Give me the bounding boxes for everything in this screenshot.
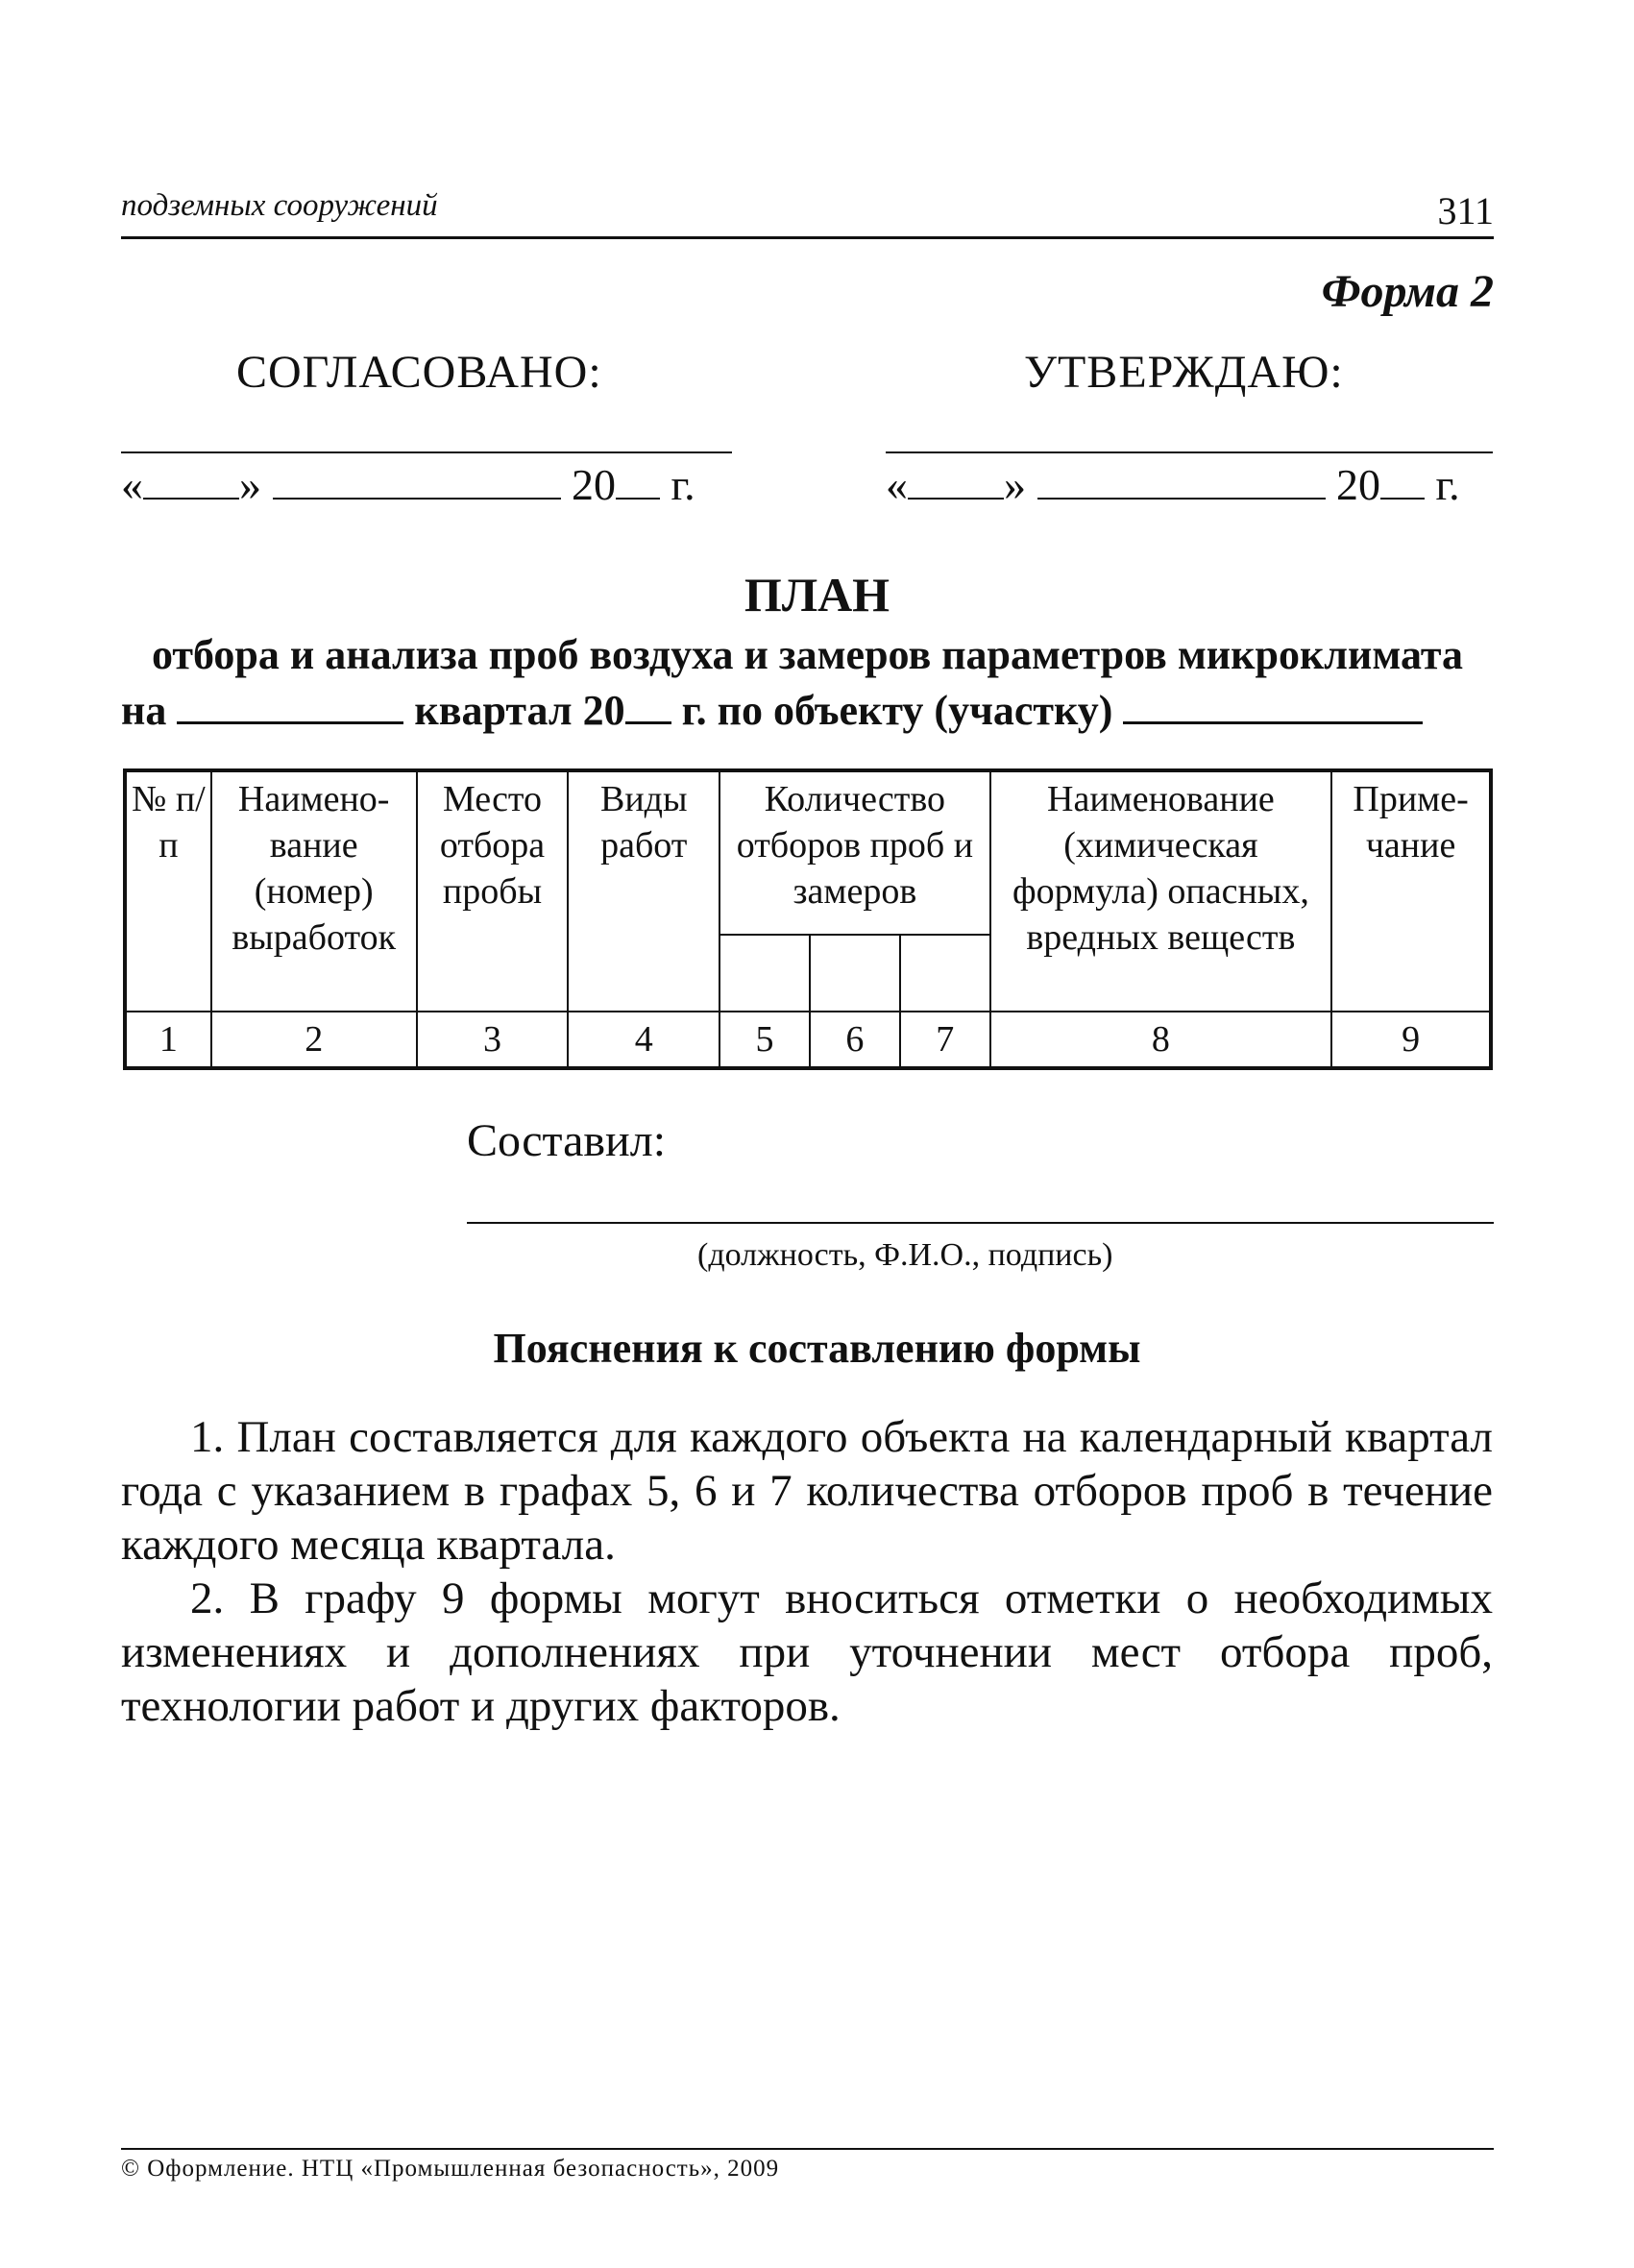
count-subcell bbox=[900, 935, 990, 1012]
plan-subtitle: отбора и анализа проб воздуха и замеров параметров микроклимата bbox=[151, 631, 1464, 678]
column-number: 3 bbox=[417, 1012, 569, 1068]
year-prefix: 20 bbox=[1336, 460, 1380, 509]
composer-label: Составил: bbox=[467, 1115, 667, 1166]
form-label: Форма 2 bbox=[1321, 266, 1494, 317]
year-suffix: г. bbox=[1435, 460, 1460, 509]
agreed-heading: СОГЛАСОВАНО: bbox=[236, 347, 602, 398]
approve-signature-line bbox=[886, 451, 1493, 453]
agreed-date-row bbox=[121, 459, 695, 510]
count-subcell bbox=[810, 935, 900, 1012]
header-place: Место отбора пробы bbox=[417, 770, 569, 1012]
approve-heading: УТВЕРЖДАЮ: bbox=[1024, 347, 1344, 398]
column-number: 4 bbox=[568, 1012, 719, 1068]
plan-period-line: на квартал 20 г. по объекту (участку) bbox=[121, 686, 1423, 735]
copyright-footer: © Оформление. НТЦ «Промышленная безопасность», 2009 bbox=[121, 2156, 780, 2182]
column-number: 9 bbox=[1331, 1012, 1491, 1068]
header-work: Виды работ bbox=[568, 770, 719, 1012]
close-quote: » bbox=[239, 460, 261, 509]
header-num: № п/п bbox=[125, 770, 211, 1012]
column-number: 2 bbox=[211, 1012, 417, 1068]
explanations-title: Пояснения к составлению формы bbox=[493, 1325, 1141, 1372]
close-quote: » bbox=[1004, 460, 1026, 509]
count-subcell bbox=[719, 935, 810, 1012]
plan-title: ПЛАН bbox=[744, 568, 890, 622]
year-prefix: 20 bbox=[572, 460, 616, 509]
header-name: Наимено- вание (номер) выработок bbox=[211, 770, 417, 1012]
header-divider bbox=[121, 236, 1494, 239]
footer-divider bbox=[121, 2148, 1494, 2150]
running-header: подземных сооружений bbox=[121, 188, 438, 223]
plan-table bbox=[123, 768, 1493, 1070]
column-number: 1 bbox=[125, 1012, 211, 1068]
column-number: 6 bbox=[810, 1012, 900, 1068]
column-number: 5 bbox=[719, 1012, 810, 1068]
approve-date-row bbox=[886, 459, 1460, 510]
page-number: 311 bbox=[1437, 189, 1494, 232]
header-count: Количество отборов проб и замеров bbox=[719, 770, 990, 935]
agreed-signature-line bbox=[121, 451, 732, 453]
column-number: 8 bbox=[990, 1012, 1331, 1068]
composer-signature-line bbox=[467, 1222, 1494, 1224]
open-quote: « bbox=[886, 460, 908, 509]
column-number-row bbox=[125, 1012, 1491, 1068]
composer-caption: (должность, Ф.И.О., подпись) bbox=[697, 1237, 1113, 1273]
explanation-item: 2. В графу 9 формы могут вноситься отметки о необходимых изменениях и дополнениях при уточнении мест отбора проб, технологии работ и других факторов. bbox=[121, 1573, 1493, 1731]
explanation-item: 1. План составляется для каждого объекта на календарный квартал года с указанием в графах 5, 6 и 7 количества отборов проб в течение каждого месяца квартала. bbox=[121, 1412, 1493, 1570]
open-quote: « bbox=[121, 460, 143, 509]
header-substance: Наименование (химическая формула) опасных, вредных веществ bbox=[990, 770, 1331, 1012]
header-note: Приме- чание bbox=[1331, 770, 1491, 1012]
year-suffix: г. bbox=[671, 460, 695, 509]
column-number: 7 bbox=[900, 1012, 990, 1068]
